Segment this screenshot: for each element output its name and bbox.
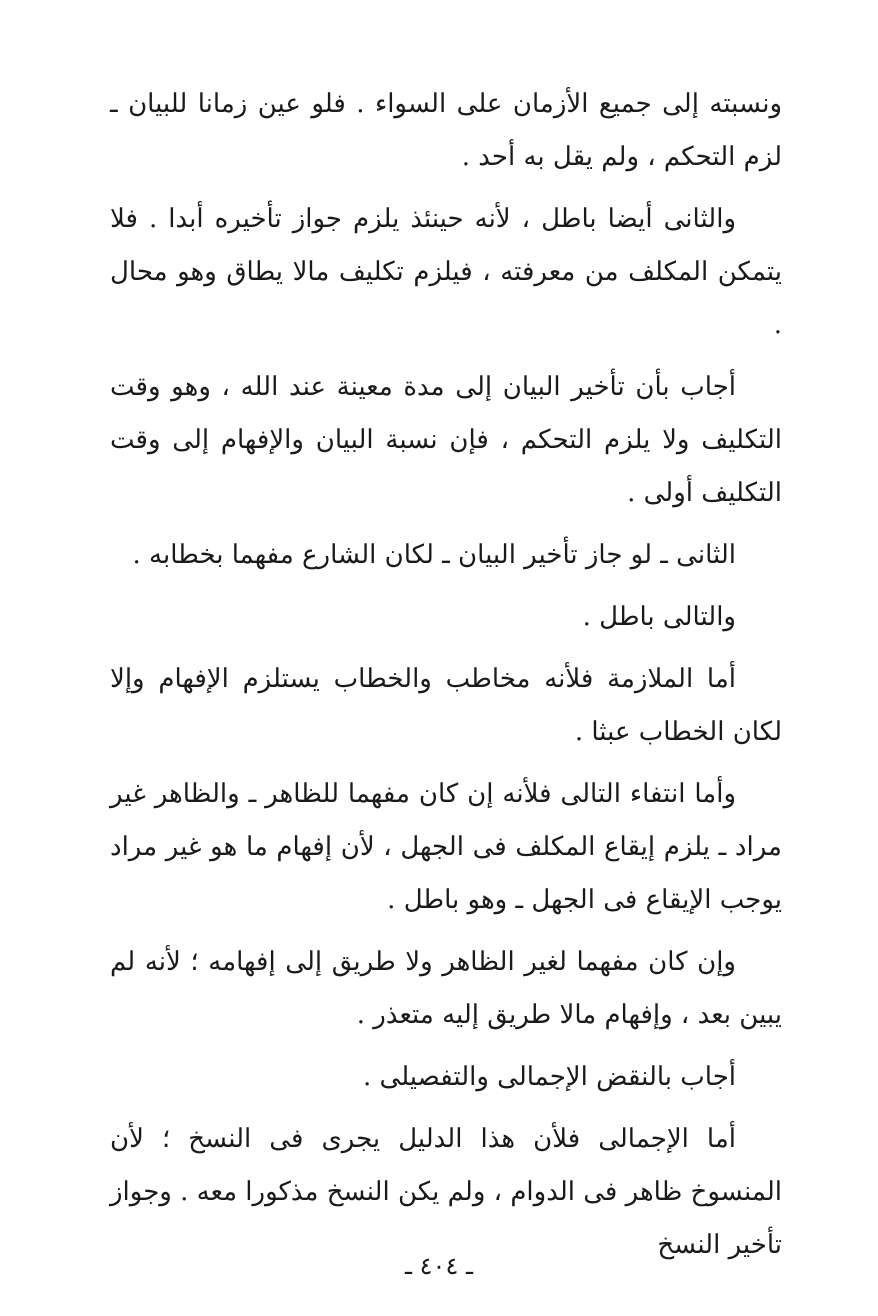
paragraph-9: أجاب بالنقض الإجمالى والتفصيلى . [363,1062,736,1092]
paragraph-7: وأما انتفاء التالى فلأنه إن كان مفهما للظاهر ـ والظاهر غير مراد ـ يلزم إيقاع المكلف فى الجهل ، لأن إفهام ما هو غير مراد يوجب الإيقاع فى الجهل ـ وهو باطل . [110,779,782,915]
paragraph-4: الثانى ـ لو جاز تأخير البيان ـ لكان الشارع مفهما بخطابه . [132,540,736,570]
paragraph-2: والثانى أيضا باطل ، لأنه حينئذ يلزم جواز تأخيره أبدا . فلا يتمكن المكلف من معرفته ، فيلزم تكليف مالا يطاق وهو محال . [110,204,782,340]
paragraph-6: أما الملازمة فلأنه مخاطب والخطاب يستلزم الإفهام وإلا لكان الخطاب عبثا . [110,664,782,747]
paragraph-3: أجاب بأن تأخير البيان إلى مدة معينة عند الله ، وهو وقت التكليف ولا يلزم التحكم ، فإن نسبة البيان والإفهام إلى وقت التكليف أولى . [110,372,782,508]
paragraph-1: ونسبته إلى جميع الأزمان على السواء . فلو عين زمانا للبيان ـ لزم التحكم ، ولم يقل به أحد . [110,89,782,172]
paragraph-5: والتالى باطل . [582,602,736,632]
paragraph-10: أما الإجمالى فلأن هذا الدليل يجرى فى النسخ ؛ لأن المنسوخ ظاهر فى الدوام ، ولم يكن النسخ مذكورا معه . وجواز تأخير النسخ [110,1124,782,1260]
page-body [110,78,782,1260]
page-number: ـ ٤٠٤ ـ [404,1252,473,1280]
paragraph-8: وإن كان مفهما لغير الظاهر ولا طريق إلى إفهامه ؛ لأنه لم يبين بعد ، وإفهام مالا طريق إليه متعذر . [110,947,782,1030]
